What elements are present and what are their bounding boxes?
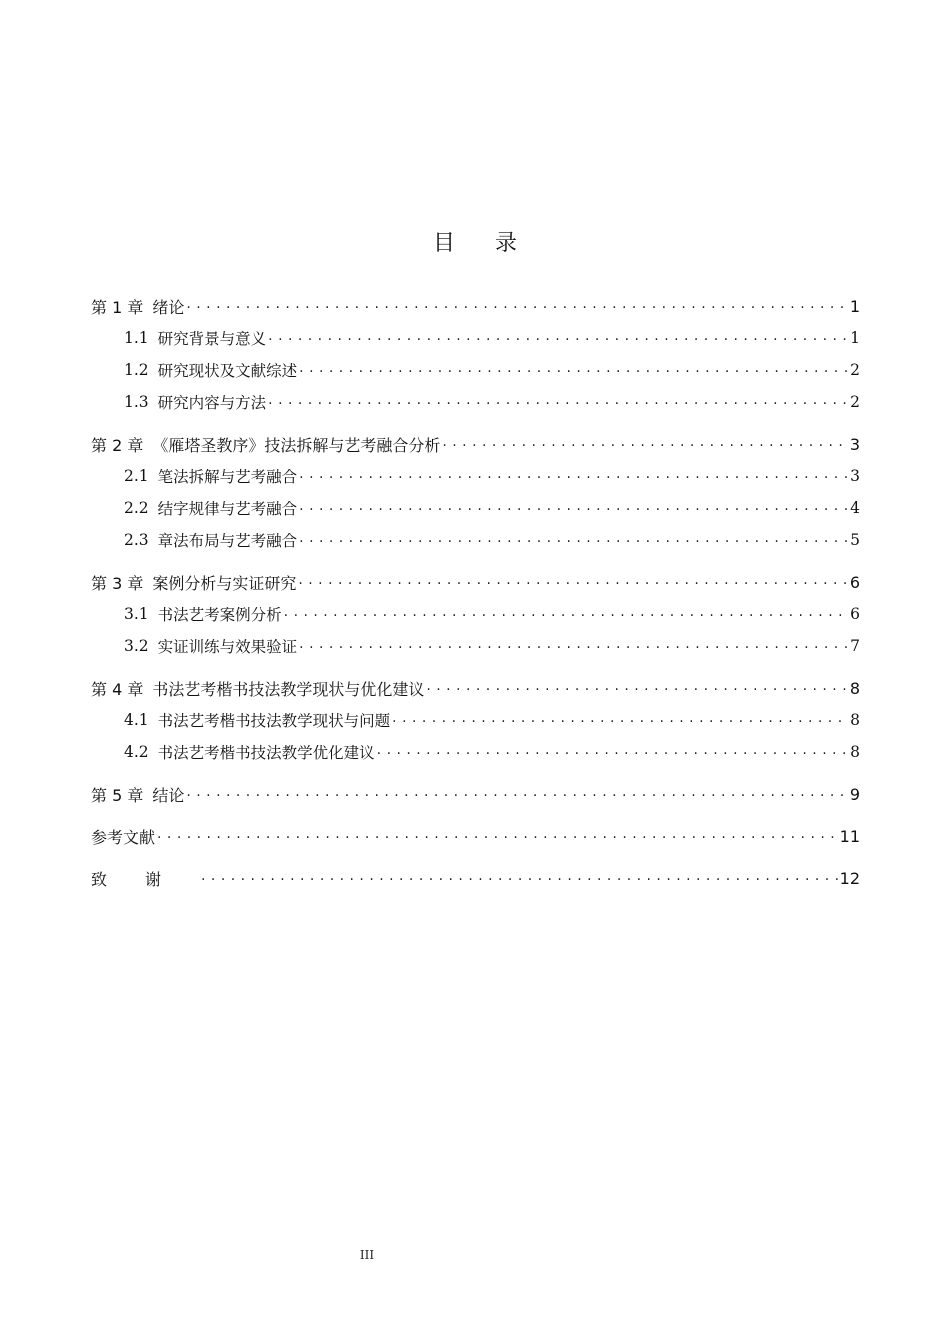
section-number: 2.3 <box>124 531 149 549</box>
dot-leader <box>186 784 847 804</box>
entry-page-number: 8 <box>850 743 860 761</box>
entry-page-number: 6 <box>849 572 860 592</box>
entry-page-number: 8 <box>850 711 860 729</box>
entry-label: 章法布局与艺考融合 <box>157 532 298 550</box>
entry-page-number: 11 <box>839 826 860 846</box>
toc-entry-chapter-2[interactable] <box>91 428 860 460</box>
entry-label: 参考文献 <box>91 827 156 847</box>
dot-leader <box>426 678 847 698</box>
entry-page-number: 12 <box>839 868 860 888</box>
entry-label: 研究内容与方法 <box>157 394 267 412</box>
toc-entry-acknowledgements[interactable] <box>91 862 860 894</box>
entry-page-number: 5 <box>850 531 860 549</box>
entry-label: 结字规律与艺考融合 <box>157 500 298 518</box>
dot-leader <box>299 530 848 550</box>
entry-label: 结论 <box>152 785 185 805</box>
entry-page-number: 3 <box>850 467 860 485</box>
toc-entry-section-4-2[interactable] <box>91 736 860 768</box>
toc-entry-section-3-1[interactable] <box>91 598 860 630</box>
entry-label: 《雁塔圣教序》技法拆解与艺考融合分析 <box>152 435 441 455</box>
page-number-footer: III <box>359 1248 375 1262</box>
entry-page-number: 4 <box>850 499 860 517</box>
dot-leader <box>268 328 848 348</box>
entry-label: 案例分析与实证研究 <box>152 573 297 593</box>
table-of-contents <box>91 290 860 894</box>
entry-page-number: 2 <box>850 393 860 411</box>
toc-entry-section-2-3[interactable] <box>91 524 860 556</box>
entry-page-number: 1 <box>850 329 860 347</box>
toc-entry-chapter-1[interactable] <box>91 290 860 322</box>
dot-leader <box>377 742 848 762</box>
dot-leader <box>284 604 848 624</box>
dot-leader <box>157 826 838 846</box>
entry-label: 致谢 <box>91 869 200 889</box>
section-number: 3.1 <box>124 605 149 623</box>
chapter-number: 第 3 章 <box>91 573 144 593</box>
dot-leader <box>299 636 848 656</box>
toc-entry-section-1-3[interactable] <box>91 386 860 418</box>
section-number: 1.1 <box>124 329 149 347</box>
dot-leader <box>201 868 838 888</box>
entry-label: 笔法拆解与艺考融合 <box>157 468 298 486</box>
entry-page-number: 1 <box>849 296 860 316</box>
section-number: 4.1 <box>124 711 149 729</box>
toc-entry-section-2-2[interactable] <box>91 492 860 524</box>
dot-leader <box>299 498 848 518</box>
entry-label: 书法艺考楷书技法教学优化建议 <box>157 744 375 762</box>
toc-entry-chapter-3[interactable] <box>91 566 860 598</box>
section-number: 1.3 <box>124 393 149 411</box>
chapter-number: 第 4 章 <box>91 679 144 699</box>
dot-leader <box>442 434 847 454</box>
dot-leader <box>299 360 848 380</box>
entry-label: 书法艺考楷书技法教学现状与优化建议 <box>152 679 425 699</box>
section-number: 2.2 <box>124 499 149 517</box>
entry-page-number: 9 <box>849 784 860 804</box>
entry-page-number: 8 <box>849 678 860 698</box>
entry-label: 书法艺考案例分析 <box>157 606 282 624</box>
section-number: 4.2 <box>124 743 149 761</box>
toc-entry-section-4-1[interactable] <box>91 704 860 736</box>
dot-leader <box>298 572 847 592</box>
entry-label: 实证训练与效果验证 <box>157 638 298 656</box>
section-number: 2.1 <box>124 467 149 485</box>
toc-entry-section-2-1[interactable] <box>91 460 860 492</box>
entry-page-number: 3 <box>849 434 860 454</box>
toc-entry-chapter-4[interactable] <box>91 672 860 704</box>
dot-leader <box>299 466 848 486</box>
chapter-number: 第 5 章 <box>91 785 144 805</box>
dot-leader <box>268 392 848 412</box>
entry-page-number: 2 <box>850 361 860 379</box>
entry-label: 书法艺考楷书技法教学现状与问题 <box>157 712 391 730</box>
page-title: 目录 <box>432 231 557 256</box>
entry-label: 研究背景与意义 <box>157 330 267 348</box>
toc-entry-section-1-2[interactable] <box>91 354 860 386</box>
dot-leader <box>392 710 848 730</box>
section-number: 1.2 <box>124 361 149 379</box>
entry-page-number: 6 <box>850 605 860 623</box>
toc-entry-chapter-5[interactable] <box>91 778 860 810</box>
chapter-number: 第 2 章 <box>91 435 144 455</box>
chapter-number: 第 1 章 <box>91 297 144 317</box>
toc-entry-references[interactable] <box>91 820 860 852</box>
entry-page-number: 7 <box>850 637 860 655</box>
toc-entry-section-1-1[interactable] <box>91 322 860 354</box>
entry-label: 研究现状及文献综述 <box>157 362 298 380</box>
section-number: 3.2 <box>124 637 149 655</box>
toc-entry-section-3-2[interactable] <box>91 630 860 662</box>
entry-label: 绪论 <box>152 297 185 317</box>
dot-leader <box>186 296 847 316</box>
